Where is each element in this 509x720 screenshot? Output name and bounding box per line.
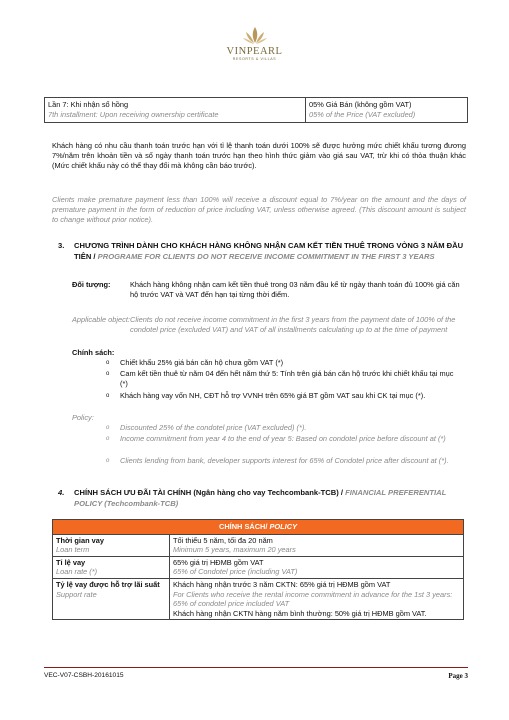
- policy-label-vi: Chính sách:: [72, 348, 115, 357]
- row-value-vi: Tối thiểu 5 năm, tối đa 20 năm: [173, 535, 273, 545]
- section-4-heading: [58, 488, 470, 512]
- discount-note-vi: Khách hàng có nhu cầu thanh toán trước hạn với tỉ lệ thanh toán dưới 100% sẽ được hưởng mức chiết khấu tương đương 7%/năm trên khoản tiền và số ngày thanh toán trước hạn theo hình thức giảm vào giá sau VAT, trừ khi có thỏa thuận khác (Mức chiết khấu này có thể thay đổi mà không cần báo trước).: [52, 141, 466, 170]
- bullet-mark: o: [106, 458, 110, 464]
- installment-label-vi: Lần 7: Khi nhận sổ hồng: [48, 100, 129, 109]
- policy-header-vi: CHÍNH SÁCH/: [218, 522, 268, 531]
- row-key: [53, 556, 170, 578]
- section-title: [74, 488, 470, 509]
- table-row: [53, 578, 464, 619]
- row-key-en: Support rate: [56, 589, 97, 599]
- bullet-mark: o: [106, 371, 110, 377]
- row-key-en: Loan term: [56, 545, 90, 555]
- bullet-mark: o: [106, 393, 110, 399]
- section-title-vi: CHÍNH SÁCH ƯU ĐÃI TÀI CHÍNH (Ngân hàng cho vay Techcombank-TCB) /: [74, 488, 344, 497]
- policy-table: [52, 519, 464, 620]
- row-key-vi: Tỷ lệ vay được hỗ trợ lãi suất: [56, 579, 160, 589]
- object-label-en: Applicable object:: [72, 315, 130, 324]
- section-title-vi: CHƯƠNG TRÌNH DÀNH CHO KHÁCH HÀNG KHÔNG NHẬN CAM KẾT TIỀN THUÊ TRONG VÒNG 3 NĂM ĐẦU TIÊN /: [74, 241, 464, 261]
- policy-item-vi: Chiết khấu 25% giá bán căn hộ chưa gồm VAT (*): [120, 358, 284, 367]
- installment-cell: [45, 98, 306, 123]
- section-number: 4.: [58, 488, 65, 497]
- section-title-en: PROGRAME FOR CLIENTS DO NOT RECEIVE INCOME COMMITMENT IN THE FIRST 3 YEARS: [95, 251, 435, 261]
- installment-table: [44, 97, 468, 123]
- brand-tagline: RESORTS & VILLAS: [232, 57, 277, 61]
- installment-amount-vi: 05% Giá Bán (không gồm VAT): [309, 100, 412, 109]
- table-row: [53, 556, 464, 578]
- policy-item-vi: Cam kết tiền thuê từ năm 04 đến hết năm thứ 5: Tính trên giá bán căn hộ trước khi chiết khấu tại mục (*): [120, 369, 454, 388]
- bullet-mark: o: [106, 436, 110, 442]
- row-key-vi: Thời gian vay: [56, 535, 104, 545]
- section-3-heading: [58, 241, 470, 273]
- row-value: [170, 534, 464, 556]
- row-value-vi: 65% giá trị HĐMB gồm VAT: [173, 557, 264, 567]
- page-number: Page 3: [448, 672, 468, 680]
- row-value-vi: Khách hàng nhận trước 3 năm CKTN: 65% giá trị HĐMB gồm VAT: [173, 579, 391, 589]
- bullet-mark: o: [106, 360, 110, 366]
- table-row: [53, 534, 464, 556]
- row-key-en: Loan rate (*): [56, 567, 98, 577]
- lotus-icon: [242, 26, 268, 46]
- table-row: [45, 98, 468, 123]
- row-value: [170, 578, 464, 619]
- policy-item-en: Discounted 25% of the condotel price (VAT excluded) (*).: [120, 423, 307, 432]
- object-label-vi: Đối tượng:: [72, 280, 111, 289]
- row-value-en: Minimum 5 years, maximum 20 years: [173, 545, 296, 555]
- vinpearl-logo: [0, 26, 509, 62]
- discount-note-en: Clients make premature payment less than 100% will receive a discount equal to 7%/year on the amount and the days of premature payment in the form of reduction of price including VAT, unless otherwise agreed. (This discount amount is subject to change without prior notice).: [52, 195, 466, 224]
- bullet-mark: o: [106, 425, 110, 431]
- policy-label-en: Policy:: [72, 413, 94, 422]
- installment-amount-en: 05% of the Price (VAT excluded): [309, 110, 416, 119]
- policy-item-vi: Khách hàng vay vốn NH, CĐT hỗ trợ VVNH trên 65% giá BT gồm VAT sau khi CK tại mục (*).: [120, 391, 426, 400]
- policy-header: [53, 520, 464, 535]
- section-title: [74, 241, 470, 262]
- row-value-en: 65% of Condotel price (including VAT): [173, 567, 298, 577]
- policy-header-en: POLICY: [267, 522, 298, 531]
- object-text-vi: Khách hàng không nhận cam kết tiền thuê trong 03 năm đầu kể từ ngày thanh toán đủ 100% giá căn hộ trước VAT và VAT đến hạn tại từng thời điểm.: [130, 280, 460, 299]
- brand-name: VINPEARL: [226, 46, 283, 57]
- row-value-vi: Khách hàng nhận CKTN hàng năm bình thường: 50% giá trị HĐMB gồm VAT.: [173, 608, 427, 618]
- row-key: [53, 578, 170, 619]
- policy-item-en: Income commitment from year 4 to the end of year 5: Based on condotel price before discount at (*): [120, 434, 446, 443]
- object-text-en: Clients do not receive income commitment in the first 3 years from the payment date of 100% of the condotel price (excluded VAT) and VAT of all installments calculating up to at the time of payment: [130, 315, 456, 334]
- row-key: [53, 534, 170, 556]
- section-number: 3.: [58, 241, 65, 250]
- row-key-vi: Tỉ lệ vay: [56, 557, 86, 567]
- row-value-en: For Clients who receive the rental income commitment in advance for the 1st 3 years: 65% of condotel price included VAT: [173, 589, 453, 609]
- policy-item-en: Clients lending from bank, developer supports interest for 65% of Condotel price after discount at (*).: [120, 456, 449, 465]
- table-header-row: [53, 520, 464, 535]
- installment-amount-cell: [306, 98, 468, 123]
- row-value: [170, 556, 464, 578]
- installment-label-en: 7th installment: Upon receiving ownership certificate: [48, 110, 219, 119]
- document-code: VEC-V07-CSBH-20161015: [44, 672, 124, 679]
- footer-rule: [44, 667, 468, 668]
- section-title-en: FINANCIAL PREFERENTIAL POLICY (Techcombank-TCB): [74, 488, 447, 508]
